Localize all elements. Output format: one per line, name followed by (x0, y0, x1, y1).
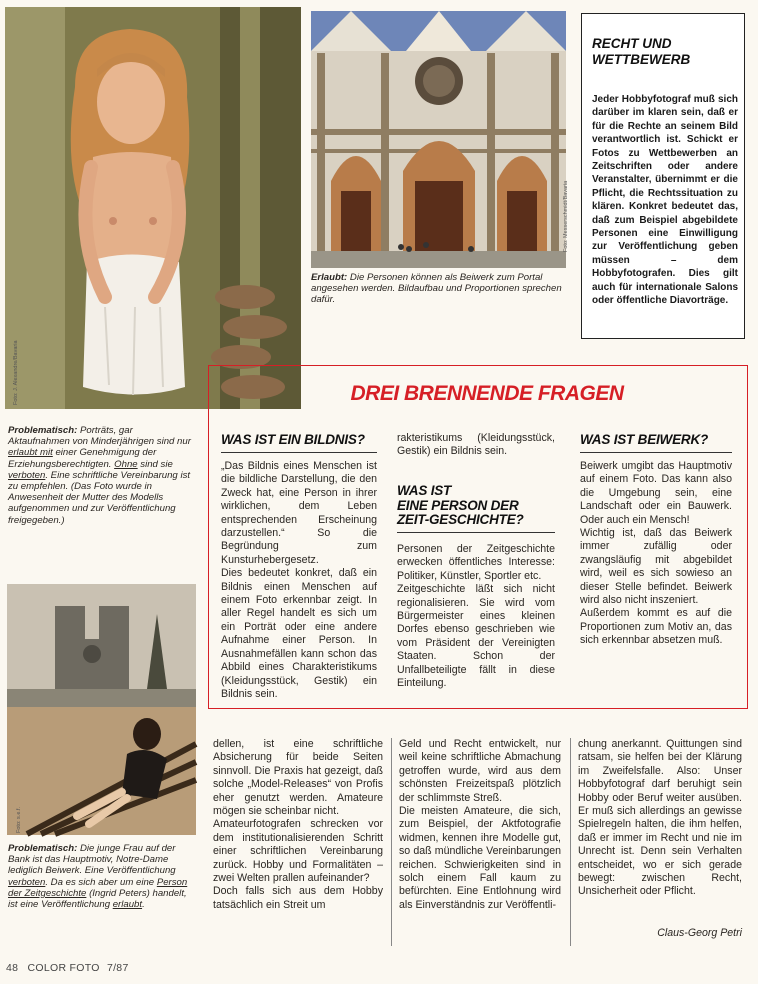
notredame-illustration (7, 584, 196, 835)
sidebar-title: RECHT UND WETTBEWERB (592, 36, 691, 67)
girl-caption-u1: erlaubt mit (8, 447, 53, 459)
girl-caption-t4: . Eine schriftliche Vereinbarung ist zu empfehlen. (Das Foto wurde in Anwesenheit der Mutter des Modells aufgenommen und zur Veröffentlichung freigegeben.) (8, 469, 191, 526)
q1-body: „Das Bildnis eines Menschen ist die bildliche Darstellung, die den Zweck hat, eine Person in ihrer wirklichen, dem Leben entsprechenden Erscheinung darzustellen.“ So die Begründung zum Kunsturhebergesetz. Dies bedeutet konkret, daß ein Bildnis einen Menschen auf einem Foto erkennbar zeigt. In aller Regel handelt es sich um ein Porträt oder eine andere Aufnahme einer Person. In Ausnahmefällen kann schon das Abbild eines Charakteristikums (Kleidungsstück, Gestik) ein Bildnis sein. (221, 460, 377, 700)
girl-caption-t3: sind sie (140, 458, 173, 470)
sidebar-body: Jeder Hobbyfotograf muß sich darüber im klaren sein, daß er für die Rechte an seinem Bild verantwortlich ist. Schickt er Fotos zu Wettbewerben an Zeitschriften oder andere Veranstalter, übernimmt er die Pflicht, die Rechtssituation zu klären. Konkret bedeutet das, daß zum Beispiel abgebildete Personen eine Einwilligung zur Veröffentlichung geben müssen – dem Hobbyfotografen. Dies gilt auch für internationale Salons oder öffentliche Diavorträge. (592, 94, 738, 307)
notredame-caption-u3: erlaubt (112, 899, 143, 911)
notredame-photo-credit: Foto: s.e.f. (16, 807, 22, 833)
girl-photo-illustration (5, 7, 301, 409)
cathedral-photo-credit: Foto: Messerschmidt/Bavaria (563, 180, 569, 252)
sidebar-box (581, 13, 745, 339)
notredame-caption-t2: . Da es sich aber um eine (45, 876, 155, 888)
girl-caption-t2: einer Genehmigung der Erziehungsberechtigten. (8, 447, 157, 470)
article-column-1: dellen, ist eine schriftliche Absicherung für beide Seiten sinnvoll. Die Praxis hat gezeigt, daß solche „Model-Releases“ von Profis eher genutzt werden. Amateure mögen sie scheinbar nicht. Amateurfotografen schrecken vor dem institutionalisierenden Schritt einer schriftlichen Vereinbarung zurück. Hobby und Formalitäten – zwei Welten prallen aufeinander? Doch falls sich aus dem Hobby tatsächlich ein Streit um (213, 738, 383, 911)
page-footer (6, 962, 129, 974)
notredame-caption-t4: . (142, 899, 145, 911)
notredame-caption-label: Problematisch: (8, 843, 78, 854)
notredame-caption-u2: Person der Zeitgeschichte (8, 876, 188, 899)
girl-portrait-photo (5, 7, 301, 409)
notredame-photo (7, 584, 196, 835)
cathedral-caption-text: Die Personen können als Beiwerk zum Portal angesehen werden. Bildaufbau und Proportionen sprechen dafür. (311, 272, 562, 306)
magazine-name: COLOR FOTO (27, 962, 100, 974)
cathedral-photo (311, 11, 566, 268)
girl-photo-credit: Foto: J. Alexandre/Bavaria (13, 340, 19, 405)
q3-heading: WAS IST BEIWERK? (580, 432, 709, 447)
article-column-2: Geld und Recht entwickelt, nur weil keine schriftliche Abmachung getroffen wurde, wird aus dem schönsten Freizeitspaß plötzlich der schlimmste Streß. Die meisten Amateure, die sich, zum Beispiel, der Aktfotografie widmen, kennen ihre Modelle gut, so daß mündliche Vereinbarungen reichen. Schwierigkeiten sind in solch einem Fall kaum zu befürchten. Eine Entlohnung wird als Einverständnis zur Veröffentli- (399, 738, 561, 911)
q2-heading-line1: WAS IST (397, 483, 452, 498)
article-author: Claus-Georg Petri (657, 927, 742, 939)
notredame-caption (8, 843, 194, 910)
article-column-3: chung anerkannt. Quittungen sind ratsam, sie helfen bei der Klärung im Zweifelsfalle. Also: Unser Hobbyfotograf darf beruhigt sein Hobby oder Beruf weiter ausüben. Er muß sich allerdings an gewisse Spielregeln halten, die ihm helfen, daß er immer im Recht und nie im Unrecht ist. Denn sein Verhalten entscheidet, wo er sich gerade bewegt: zwischen Recht, Unsicherheit oder Pflicht. (578, 738, 742, 898)
issue-number: 7/87 (106, 962, 129, 974)
q3-body: Beiwerk umgibt das Hauptmotiv auf einem Foto. Das kann also die Umgebung sein, eine Landschaft oder ein Bauwerk. Oder auch ein Mensch! Wichtig ist, daß das Beiwerk immer zufällig oder zwangsläufig mit abgebildet wird, weil es sich sowieso an dieser Stelle befindet. Beiwerk wird also nicht inszeniert. Außerdem kommt es auf die Proportionen zum Motiv an, das sich erkennbar absetzen muß. (580, 460, 732, 647)
girl-caption (8, 425, 194, 526)
girl-caption-u2: Ohne (114, 458, 138, 470)
girl-caption-label: Problematisch: (8, 425, 78, 436)
column-divider-2 (570, 738, 571, 946)
q1-heading: WAS IST EIN BILDNIS? (221, 432, 365, 447)
cathedral-caption (311, 272, 563, 306)
girl-caption-u3: verboten (8, 469, 46, 481)
q1-rule (221, 452, 377, 453)
q2-body: Personen der Zeitgeschichte erwecken öffentliches Interesse: Politiker, Künstler, Sportler etc. Zeitgeschichte läßt sich nicht regionalisieren. Sie wird vom Bürgermeister eines kleinen Dorfes ebenso geschrieben wie vom Präsident der Vereinigten Staaten. Schon der Unfallbeteiligte fällt in diese Einteilung. (397, 543, 555, 690)
cathedral-caption-label: Erlaubt: (311, 272, 348, 283)
page-number: 48 (6, 962, 19, 974)
column-divider-1 (391, 738, 392, 946)
q1-continuation: rakteristikums (Kleidungsstück, Gestik) ein Bildnis sein. (397, 432, 555, 458)
cathedral-illustration (311, 11, 566, 268)
q2-rule (397, 532, 555, 533)
notredame-caption-t1: Die junge Frau auf der Bank ist das Hauptmotiv, Notre-Dame lediglich Beiwerk. Eine Veröffentlichung (8, 843, 176, 877)
q3-rule (580, 452, 732, 453)
notredame-caption-u1: verboten (8, 876, 46, 888)
notredame-caption-t3: (Ingrid Peters) handelt, ist eine Veröffentlichung (8, 887, 187, 911)
girl-caption-t1: Porträts, gar Aktaufnahmen von Minderjährigen sind nur (8, 425, 191, 448)
q2-heading-line2: EINE PERSON DER ZEIT-GESCHICHTE? (397, 498, 524, 527)
questions-box-title: DREI BRENNENDE FRAGEN (350, 382, 624, 405)
